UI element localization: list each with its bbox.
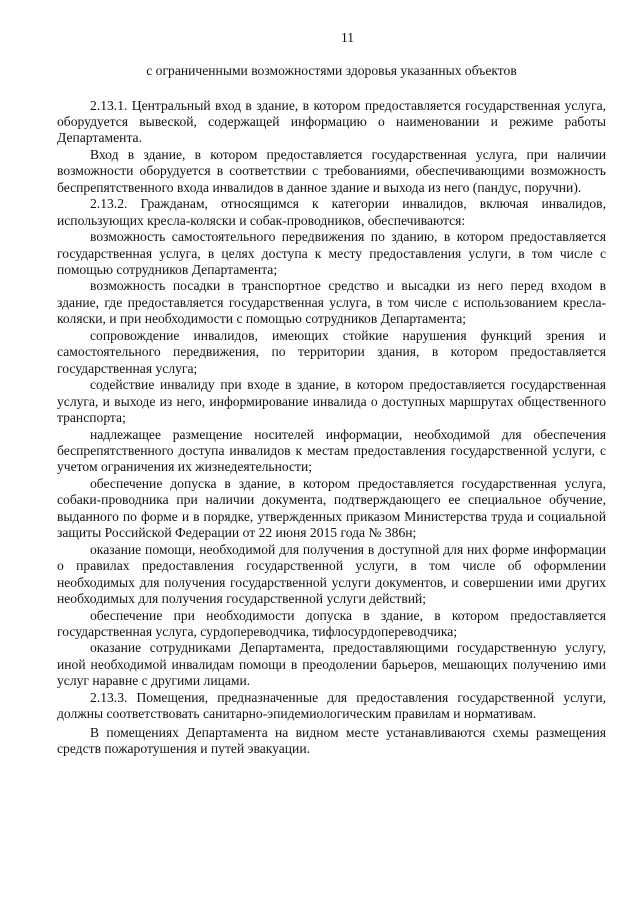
page-number: 11 [341, 30, 354, 45]
paragraph-2-13-2: 2.13.2. Гражданам, относящимся к категории инвалидов, включая инвалидов, использующих кресла-коляски и собак-проводников, обеспечиваются: [57, 196, 606, 228]
list-item-vehicle-boarding: возможность посадки в транспортное средство и высадки из него перед входом в здание, где предоставляется государственная услуга, в том числе с использованием кресла-коляски, и при необходимости с помощью сотрудников Департамента; [57, 278, 606, 327]
list-item-escort: сопровождение инвалидов, имеющих стойкие нарушения функций зрения и самостоятельного передвижения, по территории здания, в котором предоставляется государственная услуга; [57, 327, 606, 376]
paragraph-entrance-accessibility: Вход в здание, в котором предоставляется государственная услуга, при наличии возможности оборудуется в соответствии с требованиями, обеспечивающими возможность беспрепятственного входа инвалидов в данное здание и выхода из него (пандус, поручни). [57, 146, 606, 195]
document-body [57, 98, 606, 758]
section-heading-continuation: с ограниченными возможностями здоровья указанных объектов [146, 63, 517, 78]
list-item-self-movement: возможность самостоятельного передвижения по зданию, в котором предоставляется государственная услуга, в целях доступа к месту предоставления услуги, в том числе с помощью сотрудников Департамента; [57, 229, 606, 278]
paragraph-2-13-3: 2.13.3. Помещения, предназначенные для предоставления государственной услуги, должны соответствовать санитарно-эпидемиологическим правилам и нормативам. [57, 689, 606, 722]
paragraph-evacuation-schemes: В помещениях Департамента на видном месте устанавливаются схемы размещения средств пожаротушения и путей эвакуации. [57, 724, 606, 757]
list-item-information-carriers: надлежащее размещение носителей информации, необходимой для обеспечения беспрепятственного доступа инвалидов к местам предоставления государственной услуги, с учетом ограничения их жизнедеятельности; [57, 426, 606, 475]
list-item-information-help: оказание помощи, необходимой для получения в доступной для них форме информации о правилах предоставления государственной услуги, в том числе об оформлении необходимых для получения государственной услуги документов, и совершении ими других необходимых для получения государственной услуги действий; [57, 541, 606, 607]
list-item-entry-assistance: содействие инвалиду при входе в здание, в котором предоставляется государственная услуга, и выходе из него, информирование инвалида о доступных маршрутах общественного транспорта; [57, 377, 606, 426]
list-item-sign-interpreter: обеспечение при необходимости допуска в здание, в котором предоставляется государственная услуга, сурдопереводчика, тифлосурдопереводчика; [57, 607, 606, 639]
list-item-barrier-help: оказание сотрудниками Департамента, предоставляющими государственную услугу, иной необходимой инвалидам помощи в преодолении барьеров, мешающих получению ими услуг наравне с другими лицами. [57, 640, 606, 689]
paragraph-2-13-1: 2.13.1. Центральный вход в здание, в котором предоставляется государственная услуга, оборудуется вывеской, содержащей информацию о наименовании и режиме работы Департамента. [57, 97, 606, 146]
list-item-guide-dog-admission: обеспечение допуска в здание, в котором предоставляется государственная услуга, собаки-проводника при наличии документа, подтверждающего ее специальное обучение, выданного по форме и в порядке, утвержденных приказом Министерства труда и социальной защиты Российской Федерации от 22 июня 2015 года № 386н; [57, 475, 606, 541]
